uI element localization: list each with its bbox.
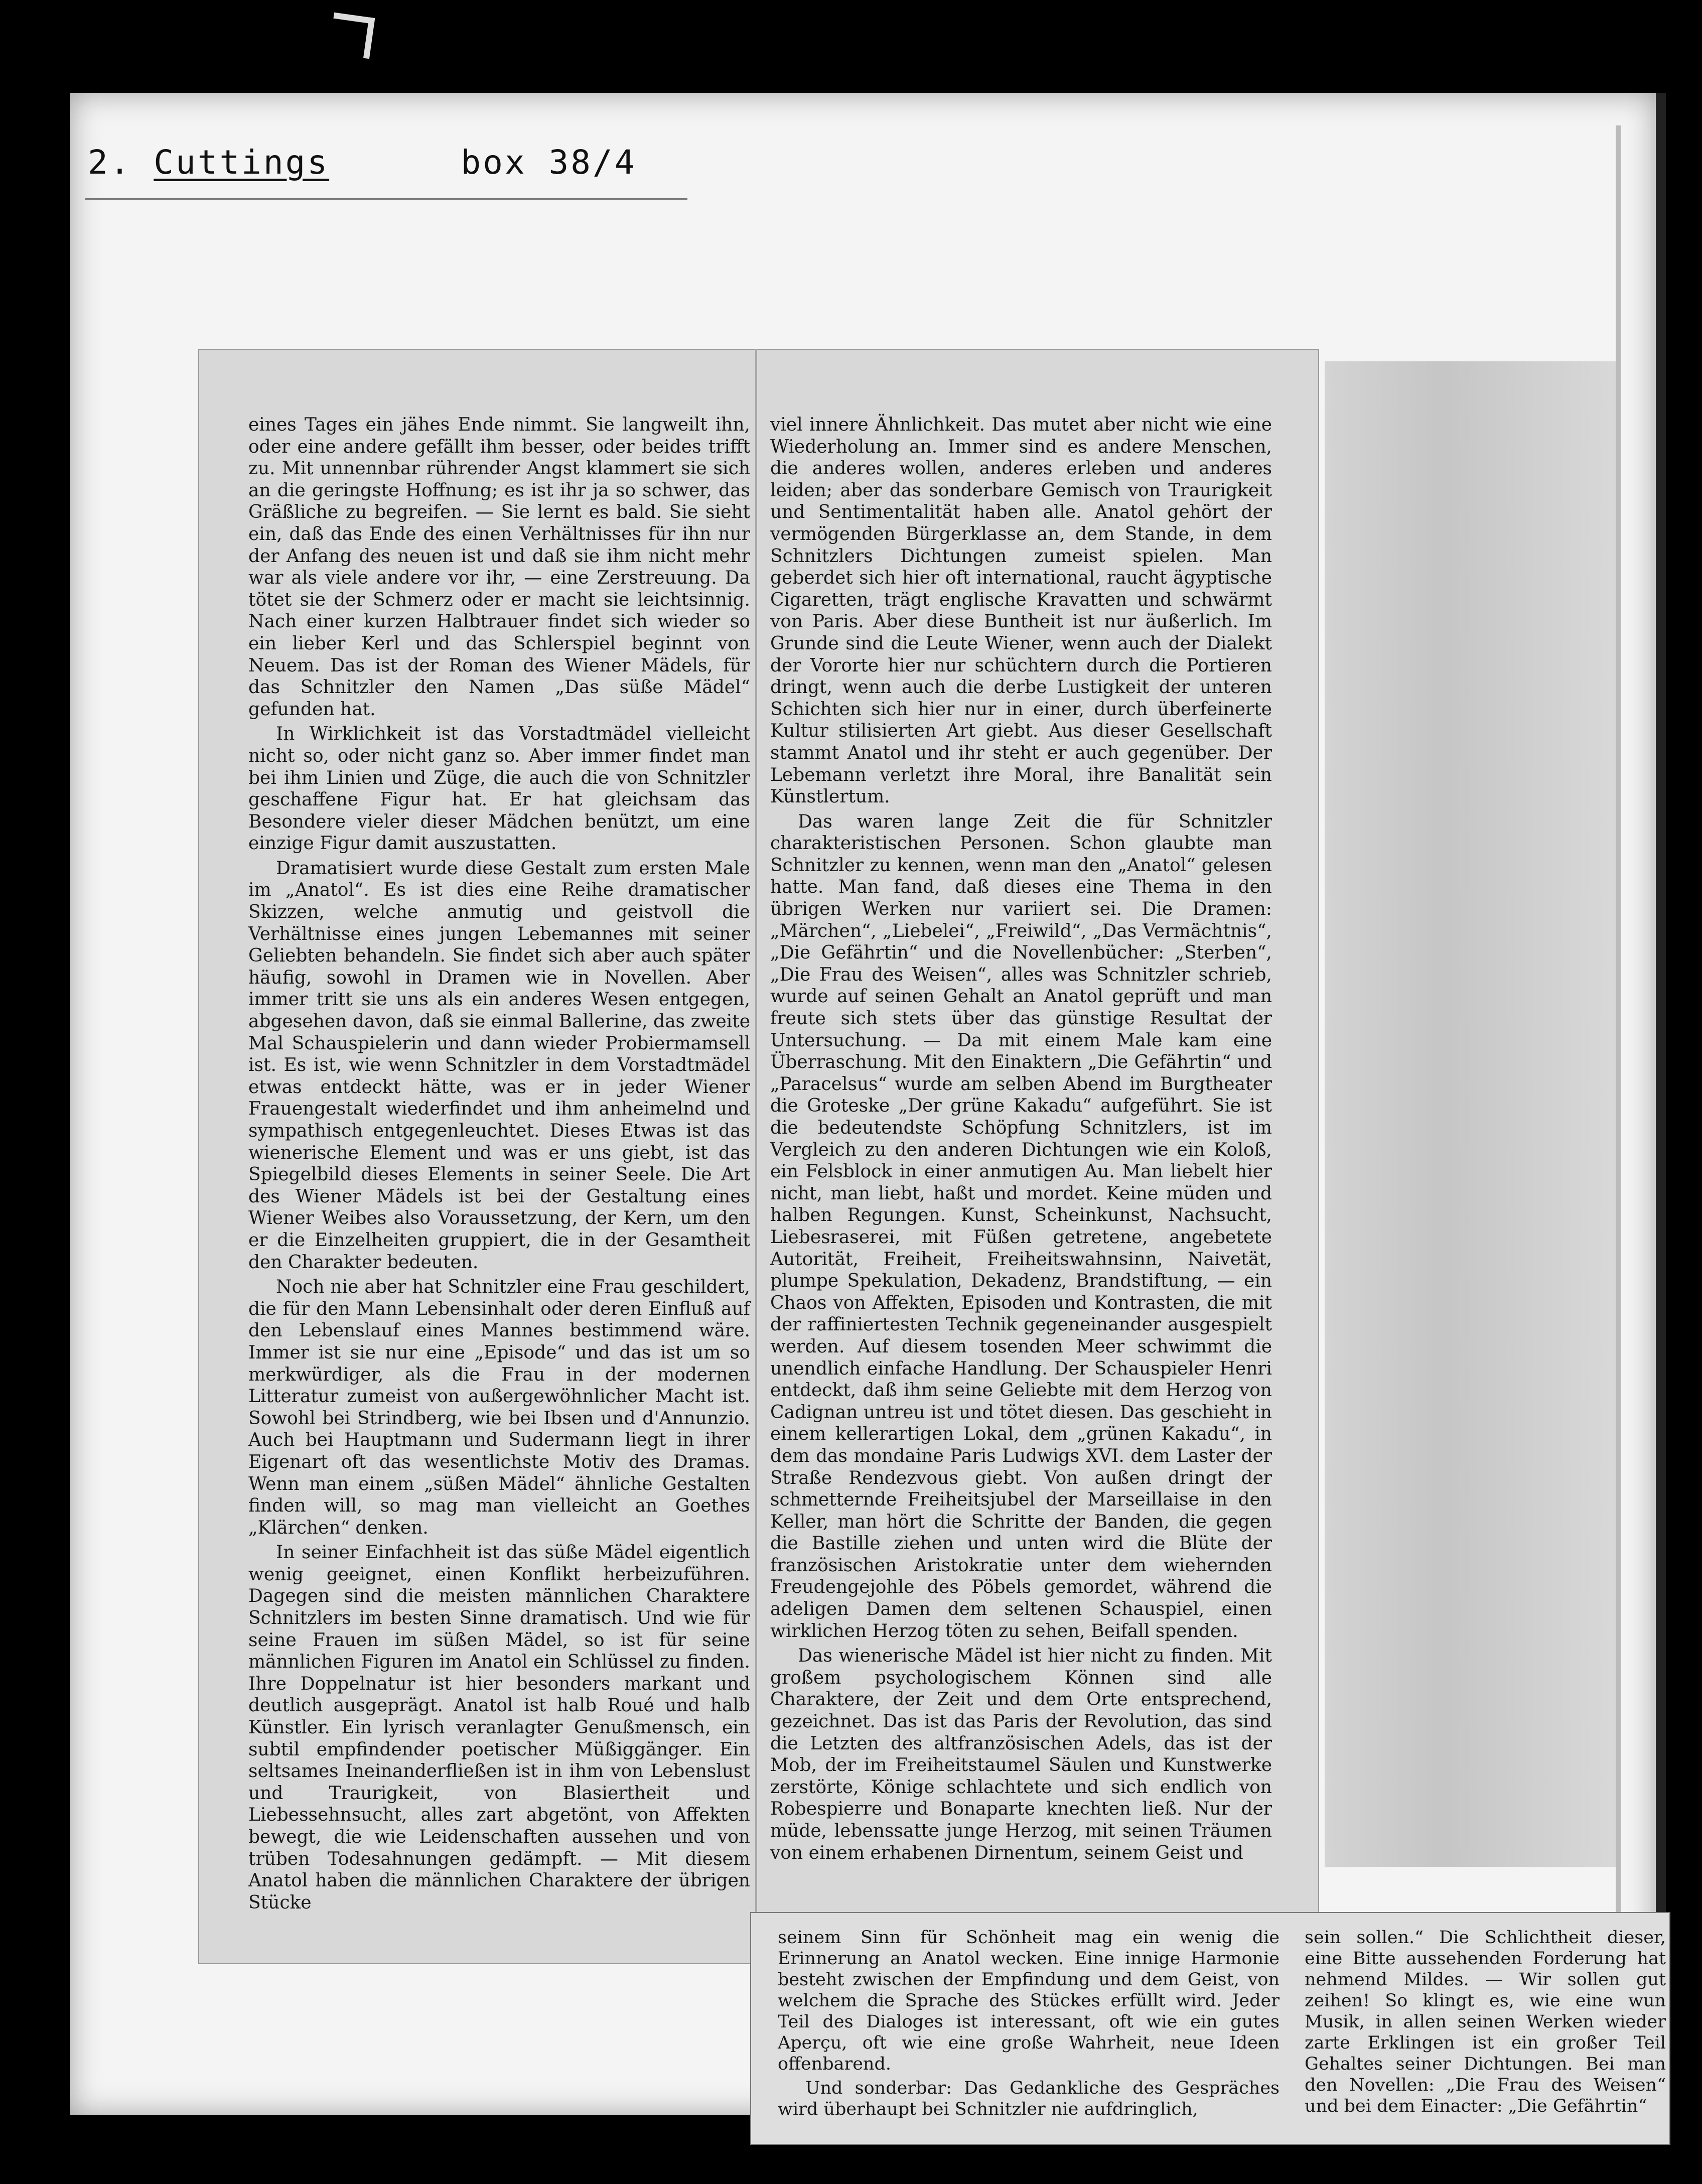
- paragraph: eines Tages ein jähes Ende nimmt. Sie langweilt ihn, oder eine andere gefällt ihm besser, oder beides trifft zu. Mit unnennbar rührender Angst klammert sie sich an die geringste Hoffnung; es ist ihr ja so schwer, das Gräßliche zu begreifen. — Sie lernt es bald. Sie sieht ein, daß das Ende des einen Verhältnisses für ihn nur der Anfang des neuen ist und daß sie ihm nicht mehr war als viele andere vor ihr, — eine Zerstreuung. Da tötet sie der Schmerz oder er macht sie leichtsinnig. Nach einer kurzen Halbtrauer findet sich wieder so ein lieber Kerl und das Schlerspiel beginnt von Neuem. Das ist der Roman des Wiener Mädels, für das Schnitzler den Namen „Das süße Mädel“ gefunden hat.: [248, 415, 750, 720]
- corner-mark: [329, 13, 375, 59]
- paragraph: Das wienerische Mädel ist hier nicht zu finden. Mit großem psychologischem Können sind alle Charaktere, der Zeit und dem Orte entsprechend, gezeichnet. Das ist das Paris der Revolution, das sind die Letzten des altfranzösischen Adels, das ist der Mob, der im Freiheitstaumel Säulen und Kunstwerke zerstörte, Könige schlachtete und sich endlich von Robespierre und Bonaparte knechten ließ. Nur der müde, lebenssatte junge Herzog, mit seinen Träumen von einem erhabenen Dirnentum, seinem Geist und: [770, 1646, 1272, 1863]
- backing-card-edge: [1616, 125, 1621, 1992]
- paragraph: sein sollen.“ Die Schlichtheit dieser, eine Bitte aussehenden Forderung hat nehmend Mildes. — Wir sollen gut zeihen! So klingt es, wie eine wun Musik, in allen seinen Werken wieder zarte Erklingen ist ein großer Teil Gehaltes seiner Dichtungen. Bei man den Novellen: „Die Frau des Weisen“ und bei dem Einacter: „Die Gefährtin“: [1305, 1928, 1666, 2116]
- backing-card-shade: [1325, 361, 1616, 1867]
- article-column-middle: [770, 414, 1272, 1864]
- archive-header: [88, 143, 636, 182]
- sheet-shadow: [1656, 93, 1666, 2115]
- paragraph: Noch nie aber hat Schnitzler eine Frau geschildert, die für den Mann Lebensinhalt oder deren Einfluß auf den Lebenslauf eines Mannes bestimmend wäre. Immer ist sie nur eine „Episode“ und das ist um so merkwürdiger, als die Frau in der modernen Litteratur zumeist von außergewöhnlicher Macht ist. Sowohl bei Strindberg, wie bei Ibsen und d'Annunzio. Auch bei Hauptmann und Sudermann liegt in ihrer Eigenart oft das wesentlichste Motiv des Dramas. Wenn man einem „süßen Mädel“ ähnliche Gestalten finden will, so mag man vielleicht an Goethes „Klärchen“ denken.: [248, 1277, 750, 1538]
- paragraph: Dramatisiert wurde diese Gestalt zum ersten Male im „Anatol“. Es ist dies eine Reihe dramatischer Skizzen, welche anmutig und geistvoll die Verhältnisse eines jungen Lebemannes mit seiner Geliebten behandeln. Sie findet sich aber auch später häufig, sowohl in Dramen wie in Novellen. Aber immer tritt sie uns als ein anderes Wesen entgegen, abgesehen davon, daß sie einmal Ballerine, das zweite Mal Schauspielerin und dann wieder Probiermamsell ist. Es ist, wie wenn Schnitzler in dem Vorstadtmädel etwas entdeckt hätte, was er in jeder Wiener Frauengestalt wiederfindet und ihm anheimelnd und sympathisch entgegenleuchtet. Dieses Etwas ist das wienerische Element und was er uns giebt, ist das Spiegelbild dieses Elements in seiner Seele. Die Art des Wiener Mädels ist bei der Gestaltung eines Wiener Weibes also Voraussetzung, der Kern, um den er die Einzelheiten gruppiert, die in der Gesamtheit den Charakter bedeuten.: [248, 858, 750, 1273]
- paragraph: In Wirklichkeit ist das Vorstadtmädel vielleicht nicht so, oder nicht ganz so. Aber immer findet man bei ihm Linien und Züge, die auch die von Schnitzler geschaffene Figur hat. Er hat gleichsam das Besondere vieler dieser Mädchen benützt, um eine einzige Figur damit auszustatten.: [248, 724, 750, 854]
- paragraph: In seiner Einfachheit ist das süße Mädel eigentlich wenig geeignet, einen Konflikt herbeizuführen. Dagegen sind die meisten männlichen Charaktere Schnitzlers im besten Sinne dramatisch. Und wie für seine Frauen im süßen Mädel, so ist für seine männlichen Figuren im Anatol ein Schlüssel zu finden. Ihre Doppelnatur ist hier besonders markant und deutlich ausgeprägt. Anatol ist halb Roué und halb Künstler. Ein lyrisch veranlagter Genußmensch, ein subtil empfindender poetischer Müßiggänger. Ein seltsames Ineinanderfließen ist in ihm von Lebenslust und Traurigkeit, von Blasiertheit und Liebessehnsucht, alles zart abgetönt, von Affekten bewegt, die wie Leidenschaften aussehen und von trüben Todesahnungen gedämpft. — Mit diesem Anatol haben die männlichen Charaktere der übrigen Stücke: [248, 1542, 750, 1913]
- paragraph: seinem Sinn für Schönheit mag ein wenig die Erinnerung an Anatol wecken. Eine innige Harmonie besteht zwischen der Empfindung und dem Geist, von welchem die Sprache des Stückes erfüllt wird. Jeder Teil des Dialoges ist interessant, oft wie ein gutes Aperçu, oft wie eine große Wahrheit, neue Ideen offenbarend.: [778, 1928, 1280, 2074]
- header-box: box 38/4: [461, 143, 637, 182]
- paragraph: Das waren lange Zeit die für Schnitzler charakteristischen Personen. Schon glaubte man Schnitzler zu kennen, wenn man den „Anatol“ gelesen hatte. Man fand, daß dieses eine Thema in den übrigen Werken nur variiert sei. Die Dramen: „Märchen“, „Liebelei“, „Freiwild“, „Das Vermächtnis“, „Die Gefährtin“ und die Novellenbücher: „Sterben“, „Die Frau des Weisen“, alles was Schnitzler schrieb, wurde auf seinen Gehalt an Anatol geprüft und man freute sich stets über das günstige Resultat der Untersuchung. — Da mit einem Male kam eine Überraschung. Mit den Einaktern „Die Gefährtin“ und „Paracelsus“ wurde am selben Abend im Burgtheater die Groteske „Der grüne Kakadu“ aufgeführt. Sie ist die bedeutendste Schöpfung Schnitzlers, ist im Vergleich zu den anderen Dichtungen wie ein Koloß, ein Felsblock in einer anmutigen Au. Man liebelt hier nicht, man liebt, haßt und mordet. Keine müden und halben Regungen. Kunst, Scheinkunst, Nachsucht, Liebesraserei, mit Füßen getretene, angebetete Autorität, Freiheit, Freiheitswahnsinn, Naivetät, plumpe Spekulation, Dekadenz, Brandstiftung, — ein Chaos von Affekten, Episoden und Kontrasten, die mit der raffiniertesten Technik gegeneinander ausgespielt werden. Auf diesem tosenden Meer schwimmt die unendlich einfache Handlung. Der Schauspieler Henri entdeckt, daß ihm seine Geliebte mit dem Herzog von Cadignan untreu ist und tötet diesen. Das geschieht in einem kellerartigen Lokal, dem „grünen Kakadu“, in dem das mondaine Paris Ludwigs XVI. dem Laster der Straße Rendezvous giebt. Von außen dringt der schmetternde Freiheitsjubel der Marseillaise in den Keller, man hört die Schritte der Banden, die gegen die Bastille ziehen und unten wird die Blüte der französischen Aristokratie unter dem wiehernden Freudengejohle des Pöbels gemordet, während die adeligen Damen dem seltenen Schauspiel, einen wirklichen Herzog töten zu sehen, Beifall spenden.: [770, 811, 1272, 1642]
- article-column-bottom-right: [1305, 1927, 1666, 2117]
- clipping-fold: [755, 349, 757, 1955]
- header-number: 2.: [88, 143, 132, 182]
- paragraph: Und sonderbar: Das Gedankliche des Gespräches wird überhaupt bei Schnitzler nie aufdringlich,: [778, 2078, 1280, 2119]
- header-rule: [85, 198, 687, 200]
- paragraph: viel innere Ähnlichkeit. Das mutet aber nicht wie eine Wiederholung an. Immer sind es andere Menschen, die anderes wollen, anderes erleben und anderes leiden; aber das sonderbare Gemisch von Traurigkeit und Sentimentalität haben alle. Anatol gehört der vermögenden Bürgerklasse an, dem Stande, in dem Schnitzlers Dichtungen zumeist spielen. Man geberdet sich hier oft international, raucht ägyptische Cigaretten, trägt englische Kravatten und schwärmt von Paris. Aber diese Buntheit ist nur äußerlich. Im Grunde sind die Leute Wiener, wenn auch der Dialekt der Vororte hier nur schüchtern durch die Portieren dringt, wenn auch die derbe Lustigkeit der unteren Schichten sich hier nur in einer, durch überfeinerte Kultur stilisierten Art giebt. Aus dieser Gesellschaft stammt Anatol und ihr steht er auch gegenüber. Der Lebemann verletzt ihre Moral, ihre Banalität sein Künstlertum.: [770, 415, 1272, 807]
- article-column-bottom-left: [778, 1927, 1280, 2120]
- article-column-left: [248, 414, 750, 1914]
- header-label: Cuttings: [154, 143, 330, 182]
